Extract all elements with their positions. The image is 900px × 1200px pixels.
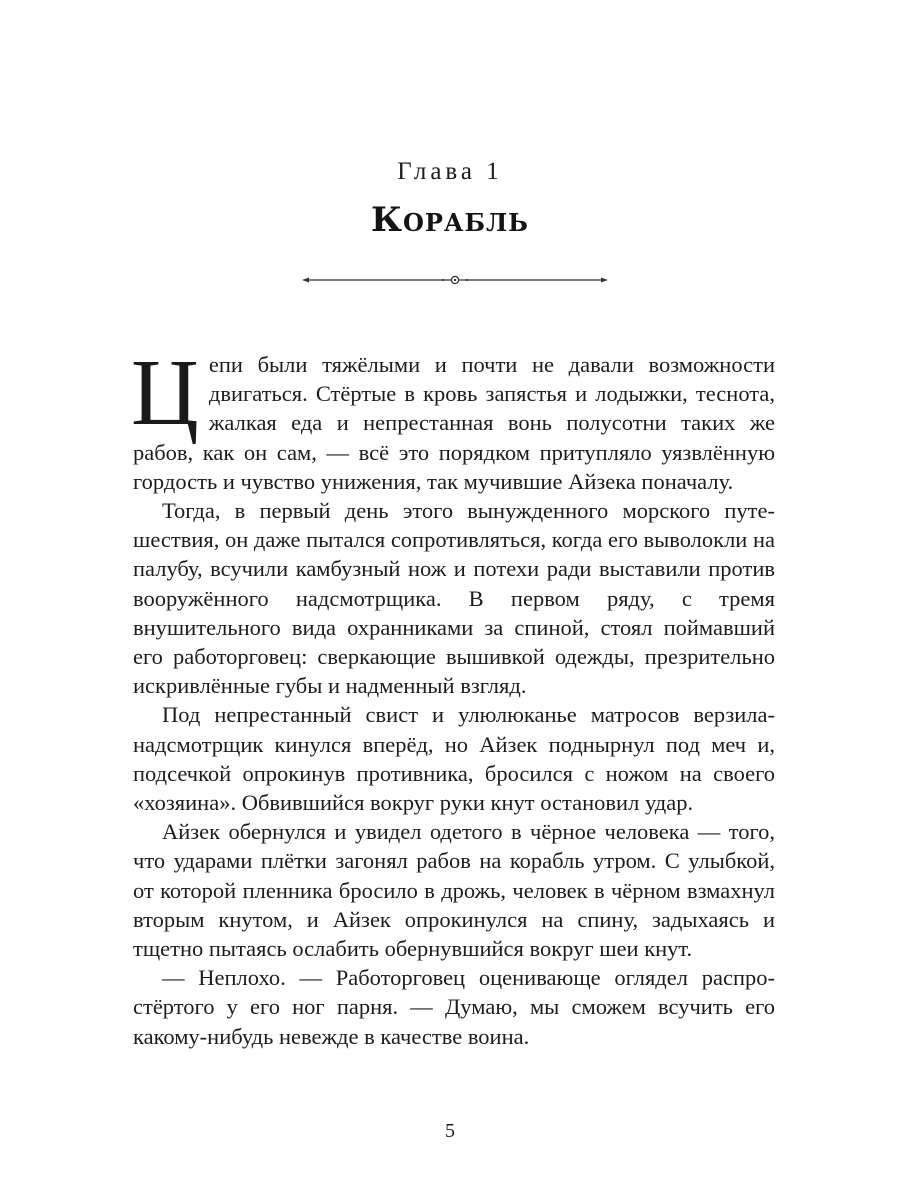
page-number: 5	[445, 1120, 455, 1142]
chapter-label: Глава 1	[397, 158, 503, 185]
paragraph-1-text: епи были тяжёлыми и почти не давали возможности двигаться. Стёртые в кровь запястья и лодыжки, теснота, жалкая еда и непрестанная вонь полусотни таких же рабов, как он сам, — всё это порядком притупляло уязвлённую гордость и чувство унижения, так мучившие Айзека поначалу.	[133, 352, 775, 494]
chapter-title: Корабль	[371, 200, 529, 240]
drop-cap: Ц	[131, 341, 199, 445]
paragraph-5: — Неплохо. — Работорговец оценивающе оглядел распростёртого у его ног парня. — Думаю, мы сможем всучить его какому-нибудь невежде в качестве воина.	[133, 965, 775, 1049]
paragraph-1	[131, 341, 775, 496]
ornament-divider-icon	[300, 270, 610, 290]
paragraph-4: Айзек обернулся и увидел одетого в чёрное человека — того, что ударами плётки загонял рабов на корабль утром. С улыбкой, от которой пленника бросило в дрожь, человек в чёрном взмахнул вторым кнутом, и Айзек опрокинулся на спину, задыхаясь и тщетно пытаясь ослабить обернувшийся вокруг шеи кнут.	[133, 819, 775, 962]
paragraph-3: Под непрестанный свист и улюлюканье матросов верзила-надсмотрщик кинулся вперёд, но Айзек поднырнул под меч и, подсечкой опрокинув противника, бросился с ножом на своего «хозяина». Обвившийся вокруг руки кнут остановил удар.	[133, 702, 775, 816]
paragraph-2: Тогда, в первый день этого вынужденного морского путешествия, он даже пытался сопротивляться, когда его выволокли на палубу, всучили камбузный нож и потехи ради выставили против вооружённого надсмотрщика. В первом ряду, с тремя внушительного вида охранниками за спиной, стоял поймавший его работорговец: сверкающие вышивкой одежды, презрительно искривлённые губы и надменный взгляд.	[133, 498, 775, 699]
chapter-body	[131, 341, 775, 1051]
